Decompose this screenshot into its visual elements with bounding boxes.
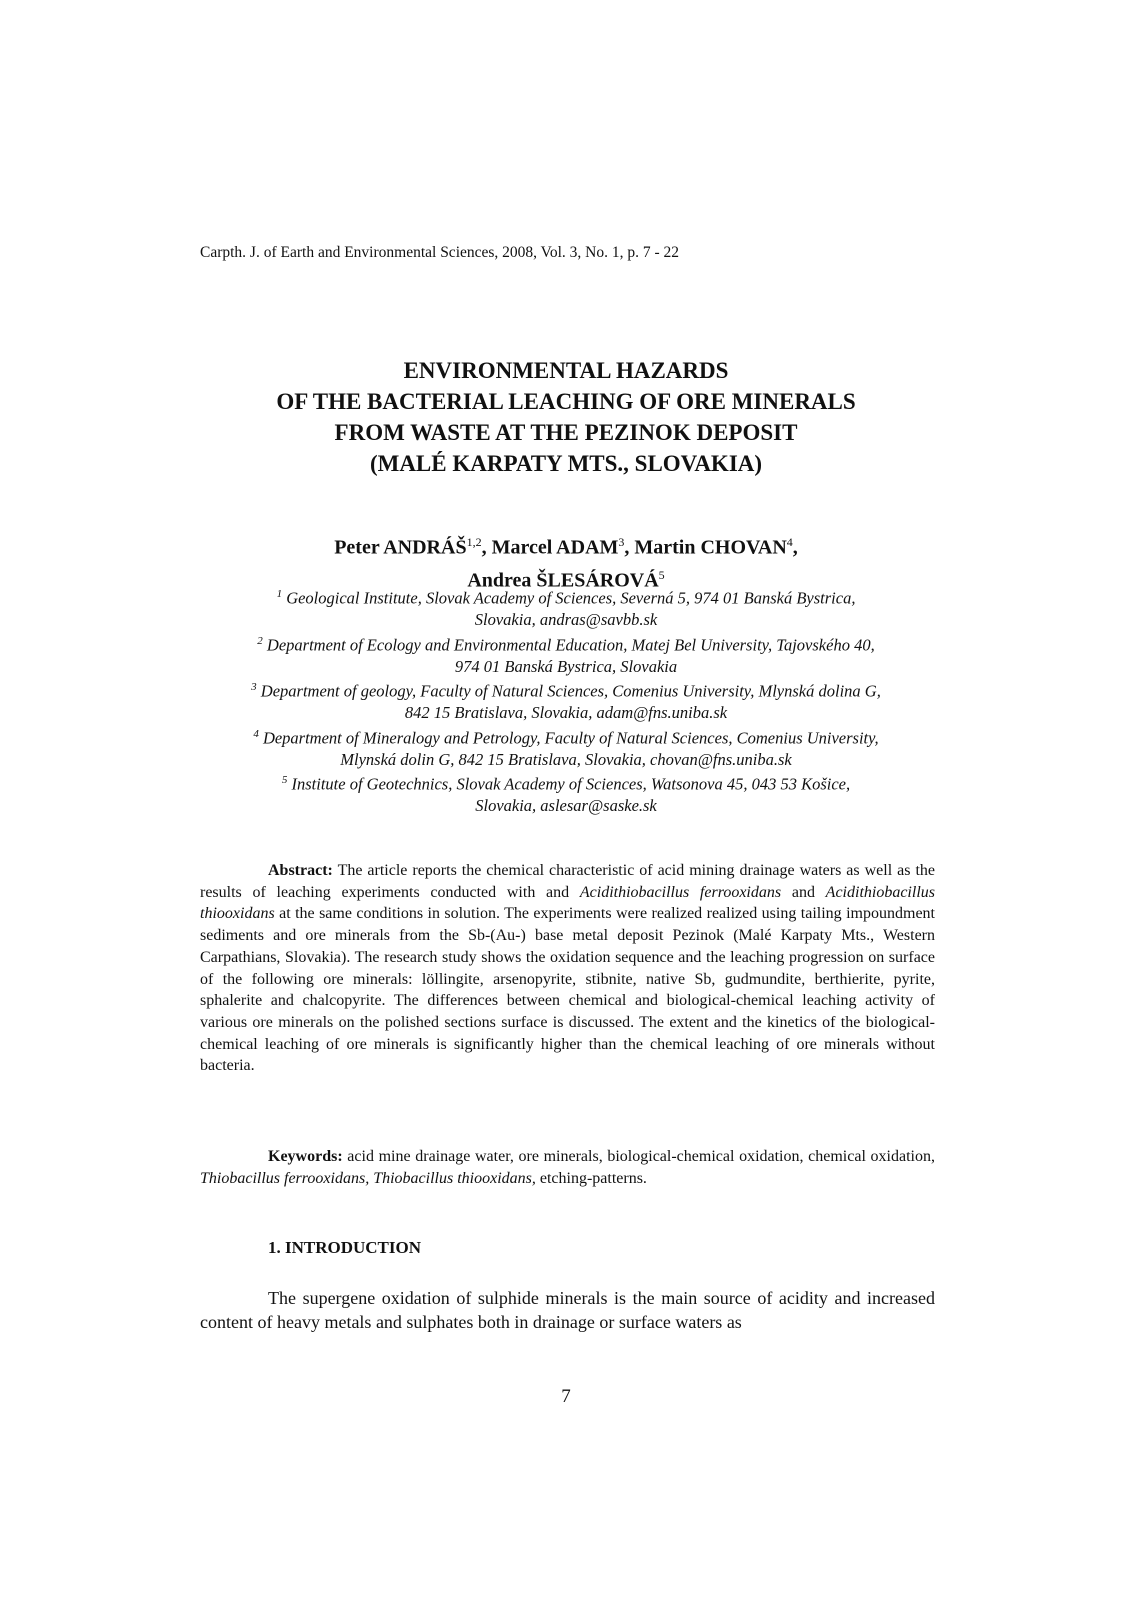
affiliation-number: 4: [253, 727, 259, 740]
species-name: Thiobacillus ferrooxidans, Thiobacillus thiooxidans,: [200, 1169, 536, 1187]
author-name: Peter ANDRÁŠ: [334, 536, 467, 559]
affiliation: [0, 631, 1132, 656]
affiliation-line: 974 01 Banská Bystrica, Slovakia: [454, 656, 678, 676]
keywords-text: etching-patterns.: [535, 1169, 647, 1187]
author-affil-sup: 5: [658, 567, 665, 582]
title-line: ENVIRONMENTAL HAZARDS: [403, 358, 729, 383]
affiliation-line: Geological Institute, Slovak Academy of Sciences, Severná 5, 974 01 Banská Bystrica,: [282, 588, 856, 608]
affiliation-number: 1: [276, 588, 283, 600]
author-affil-sup: 1,2: [466, 535, 482, 549]
affiliation: [0, 677, 1132, 702]
paper-title: [0, 355, 1132, 479]
author-separator: ,: [481, 536, 492, 559]
title-line: (MALÉ KARPATY MTS., SLOVAKIA): [369, 451, 763, 476]
author-line: [0, 529, 1132, 562]
affiliation-line: Institute of Geotechnics, Slovak Academy of Sciences, Watsonova 45, 043 53 Košice,: [287, 774, 851, 794]
affiliation-line: 842 15 Bratislava, Slovakia, adam@fns.uniba.sk: [404, 703, 728, 722]
affiliation-line: Mlynská dolin G, 842 15 Bratislava, Slovakia, chovan@fns.uniba.sk: [340, 749, 792, 769]
species-name: Acidithiobacillus ferrooxidans: [579, 883, 782, 901]
affiliation-line: Department of Mineralogy and Petrology, Faculty of Natural Sciences, Comenius University,: [258, 728, 879, 747]
author-separator: ,: [792, 536, 798, 559]
keywords-text: acid mine drainage water, ore minerals, biological-chemical oxidation, chemical oxidation,: [342, 1148, 935, 1165]
affiliation-number: 5: [281, 774, 288, 786]
author-affil-sup: 4: [786, 535, 793, 549]
keywords-label: Keywords:: [268, 1148, 343, 1165]
section-heading: 1. INTRODUCTION: [268, 1238, 422, 1257]
abstract: [200, 860, 935, 1077]
affiliation-line: Slovakia, aslesar@saske.sk: [475, 796, 657, 815]
species-name: Acidithiobacillus thiooxidans: [200, 883, 935, 923]
affiliation-line: Department of Ecology and Environmental Education, Matej Bel University, Tajovského 40,: [262, 635, 875, 654]
abstract-text: and: [781, 883, 826, 901]
affiliation-line: Slovakia, andras@savbb.sk: [474, 610, 658, 629]
intro-paragraph: [200, 1286, 935, 1334]
journal-citation: Carpth. J. of Earth and Environmental Sciences, 2008, Vol. 3, No. 1, p. 7 - 22: [200, 244, 679, 261]
affiliation-number: 3: [251, 681, 257, 693]
author-name: Martin CHOVAN: [634, 536, 787, 559]
author-affil-sup: 3: [618, 535, 625, 549]
abstract-text: The article reports the chemical characteristic of acid mining drainage waters as well as the results of leaching experiments conducted with and: [200, 862, 935, 901]
affiliation-line: Department of geology, Faculty of Natural Sciences, Comenius University, Mlynská dolina G,: [256, 681, 881, 701]
title-line: FROM WASTE AT THE PEZINOK DEPOSIT: [334, 420, 798, 445]
title-line: OF THE BACTERIAL LEACHING OF ORE MINERALS: [276, 389, 856, 414]
keywords: [200, 1146, 935, 1189]
affiliation: [0, 770, 1132, 795]
affiliation-number: 2: [257, 634, 263, 647]
author-name: Andrea ŠLESÁROVÁ: [467, 569, 659, 592]
affiliation: [0, 584, 1132, 609]
page-number: 7: [561, 1386, 571, 1407]
intro-text: The supergene oxidation of sulphide minerals is the main source of acidity and increased content of heavy metals and sulphates both in drainage or surface waters as: [200, 1288, 935, 1332]
affiliation-list: [0, 584, 1132, 817]
abstract-label: Abstract:: [268, 862, 333, 879]
abstract-text: at the same conditions in solution. The experiments were realized realized using tailing impoundment sediments and ore minerals from the Sb-(Au-) base metal deposit Pezinok (Malé Karpaty Mts., Western Carpathians, Slovakia). The research study shows the oxidation sequence and the leaching progression on surface of the following ore minerals: löllingite, arsenopyrite, stibnite, native Sb, gudmundite, berthierite, pyrite, sphalerite and chalcopyrite. The differences between chemical and biological-chemical leaching activity of various ore minerals on the polished sections surface is discussed. The extent and the kinetics of the biological-chemical leaching of ore minerals is significantly higher than the chemical leaching of ore minerals without bacteria.: [200, 905, 935, 1075]
affiliation: [0, 724, 1132, 749]
author-name: Marcel ADAM: [491, 536, 619, 559]
author-separator: ,: [624, 536, 635, 559]
